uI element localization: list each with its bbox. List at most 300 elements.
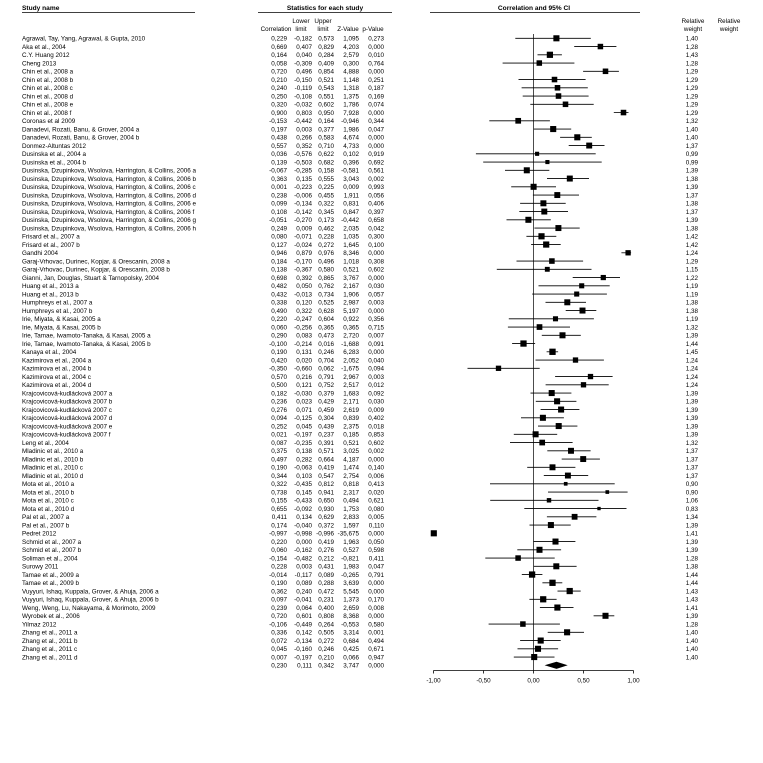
effect-size-marker — [531, 184, 537, 190]
p-value: 0,397 — [368, 208, 384, 216]
study-name: Gianni, Jan, Douglas, Stuart & Tarnopolsky, 2004 — [22, 274, 159, 282]
z-value: 2,833 — [343, 514, 359, 521]
relative-weight-value: 1,39 — [685, 398, 698, 406]
upper-limit-value: 0,762 — [318, 283, 334, 290]
effect-size-marker — [543, 241, 549, 247]
p-value: 0,764 — [368, 60, 384, 68]
study-name: Humphreys et al., 2007 a — [22, 299, 93, 307]
z-value: 0,185 — [343, 431, 359, 439]
z-value: 1,986 — [343, 126, 359, 134]
p-value: 0,300 — [368, 233, 384, 241]
correlation-value: 0,164 — [271, 52, 287, 59]
effect-size-marker — [554, 604, 560, 610]
relative-weight-value: 1,24 — [685, 250, 698, 257]
z-value: 0,847 — [343, 208, 359, 216]
upper-limit-value: 0,547 — [318, 472, 334, 480]
z-value: 1,786 — [343, 101, 359, 109]
z-value: 2,052 — [343, 357, 359, 365]
lower-limit-value: -0,214 — [294, 340, 312, 348]
upper-limit-value: 0,941 — [318, 489, 334, 497]
p-value: 0,000 — [368, 142, 384, 150]
upper-limit-value: 0,322 — [318, 200, 334, 208]
study-name: Pal et al., 2007 a — [22, 514, 70, 521]
effect-size-marker — [540, 415, 546, 421]
correlation-value: 0,500 — [271, 382, 287, 389]
z-value: 6,283 — [343, 349, 359, 356]
z-value: 3,025 — [343, 448, 359, 455]
relative-weight-value: 1,43 — [685, 596, 698, 604]
p-value: 0,561 — [368, 167, 384, 175]
study-name: Dusinska et al., 2004 a — [22, 151, 87, 158]
study-name: Tamae et al., 2009 b — [22, 580, 80, 587]
z-value: 0,425 — [343, 646, 359, 653]
lower-limit-value: -0,013 — [294, 291, 312, 299]
upper-limit-value: 0,409 — [318, 60, 334, 68]
correlation-value: 0,570 — [271, 373, 287, 381]
lower-limit-value: -0,197 — [294, 654, 312, 662]
p-value: 0,047 — [368, 126, 384, 134]
z-value: 5,197 — [343, 307, 359, 315]
p-value: 0,715 — [368, 324, 384, 332]
p-value: 0,598 — [368, 547, 384, 554]
p-value: 0,040 — [368, 357, 384, 365]
z-value: 0,066 — [343, 654, 359, 662]
correlation-value: 0,190 — [271, 349, 287, 356]
lower-limit-value: 0,135 — [296, 175, 312, 183]
upper-limit-value: 0,543 — [318, 85, 334, 92]
z-value: 4,733 — [343, 142, 359, 150]
relative-weight-value: 1,29 — [685, 76, 698, 84]
upper-limit-value: 0,629 — [318, 514, 334, 521]
upper-limit-value: -0,996 — [316, 530, 334, 538]
correlation-value: 0,363 — [271, 175, 287, 183]
z-value: 1,645 — [343, 241, 359, 249]
relative-weight-header-2: weight — [683, 26, 703, 33]
study-name: Dusinska, Dzupinkova, Wsolova, Harrington, & Collins, 2006 e — [22, 200, 196, 208]
correlation-value: 0,220 — [271, 538, 287, 546]
p-value: 0,020 — [368, 489, 384, 497]
correlation-value: 0,197 — [271, 126, 287, 134]
upper-limit-value: 0,734 — [318, 291, 334, 299]
study-name: Dusinska, Dzupinkova, Wsolova, Harrington, & Collins, 2006 d — [22, 192, 196, 200]
p-value: 0,000 — [368, 250, 384, 257]
p-value: 0,273 — [368, 35, 384, 43]
lower-limit-value: 0,003 — [296, 126, 312, 134]
p-value: 0,047 — [368, 563, 384, 571]
lower-limit-value: -0,160 — [294, 646, 312, 653]
effect-size-marker — [565, 473, 571, 479]
p-value-col-header: p-Value — [362, 26, 384, 33]
study-name: Gandhi 2004 — [22, 250, 59, 257]
correlation-value: -0,051 — [269, 217, 287, 224]
study-name: Kazimirova et al., 2004 a — [22, 357, 92, 365]
p-value: 0,030 — [368, 398, 384, 406]
effect-size-marker — [579, 283, 584, 288]
effect-size-marker — [568, 448, 574, 454]
relative-weight-value: 1,29 — [685, 93, 698, 101]
correlation-value: 0,720 — [271, 613, 287, 620]
relative-weight-value: 1,38 — [685, 175, 698, 183]
effect-size-marker — [535, 152, 539, 156]
z-value: 1,148 — [343, 76, 359, 84]
correlation-value: 0,155 — [271, 497, 287, 505]
correlation-value: 0,108 — [271, 208, 287, 216]
z-value: -0,553 — [341, 621, 359, 629]
study-name: Donmez-Altuntas 2012 — [22, 142, 87, 150]
effect-size-marker — [574, 292, 579, 297]
p-value: 0,602 — [368, 439, 384, 447]
lower-limit-value: -0,170 — [294, 258, 312, 266]
effect-size-marker — [533, 431, 539, 437]
relative-weight-value: 1,29 — [685, 101, 698, 109]
p-value: 0,251 — [368, 76, 384, 84]
study-name: Krajcovicová-kudlácková 2007 a — [22, 390, 113, 398]
study-name: Dusinska, Dzupinkova, Wsolova, Harrington, & Collins, 2006 b — [22, 175, 196, 183]
relative-weight-value: 1,37 — [685, 192, 698, 200]
study-name: Irie, Tamae, Iwamoto-Tanaka, & Kasai, 2005 b — [22, 340, 151, 348]
study-name: Vuyyuri, Ishaq, Kuppala, Grover, & Ahuja, 2006 a — [22, 588, 159, 596]
lower-limit-value: 0,601 — [296, 613, 312, 620]
lower-limit-value: -0,030 — [294, 390, 312, 398]
lower-limit-value: 0,045 — [296, 423, 312, 431]
lower-limit-value: 0,064 — [296, 604, 312, 612]
study-name: Mladinic et al., 2010 b — [22, 456, 84, 464]
z-value: 2,375 — [343, 423, 359, 431]
effect-size-marker — [625, 250, 630, 255]
study-name: Zhang et al., 2011 b — [22, 637, 78, 645]
upper-limit-value: 0,812 — [318, 481, 334, 488]
correlation-value: 0,411 — [271, 514, 287, 521]
relative-weight-value: 1,28 — [685, 60, 698, 68]
lower-limit-value: 0,134 — [296, 514, 312, 521]
p-value: 0,000 — [368, 613, 384, 620]
z-value: 0,831 — [343, 200, 359, 208]
lower-limit-value: -0,482 — [294, 555, 312, 563]
upper-limit-value: 0,664 — [318, 456, 334, 464]
lower-limit-value: -0,032 — [294, 101, 312, 109]
upper-limit-value: 0,391 — [318, 439, 334, 447]
z-value: 2,754 — [343, 472, 359, 480]
study-name: Surowy 2011 — [22, 563, 59, 571]
upper-limit-value: 0,752 — [318, 382, 334, 389]
lower-limit-value: 0,352 — [296, 142, 312, 150]
lower-limit-value: -0,150 — [294, 76, 312, 84]
study-name: Irie, Miyata, & Kasai, 2005 a — [22, 316, 101, 323]
correlation-value: 0,184 — [271, 258, 287, 266]
study-name: Soliman et al., 2004 — [22, 555, 78, 563]
study-name: Aka et al., 2004 — [22, 43, 66, 51]
effect-size-marker — [549, 349, 555, 355]
z-value: 2,659 — [343, 604, 359, 612]
correlation-value: 0,094 — [271, 415, 287, 422]
study-name: Krajcovicová-kudlácková 2007 f — [22, 431, 111, 439]
relative-weight-value: 1,39 — [685, 406, 698, 414]
p-value: 0,000 — [368, 456, 384, 464]
z-value: 3,639 — [343, 580, 359, 587]
relative-weight-value: 1,29 — [685, 85, 698, 92]
study-name: Dusinska, Dzupinkova, Wsolova, Harrington, & Collins, 2006 f — [22, 208, 195, 216]
relative-weight-value: 1,24 — [685, 382, 698, 389]
z-value: -0,442 — [341, 217, 359, 224]
upper-limit-value: 0,455 — [318, 192, 334, 200]
lower-limit-value: -0,006 — [294, 192, 312, 200]
upper-limit-value: 0,173 — [318, 217, 334, 224]
lower-limit-value: 0,009 — [296, 225, 312, 233]
upper-limit-value: 0,473 — [318, 332, 334, 340]
upper-limit-value: 0,808 — [318, 613, 334, 620]
upper-limit-value: 0,829 — [318, 43, 334, 51]
upper-limit-value: 0,704 — [318, 357, 334, 365]
upper-limit-value: 0,930 — [318, 505, 334, 513]
lower-limit-value: 0,496 — [296, 68, 312, 76]
x-axis-tick-label: 0,50 — [577, 677, 590, 685]
lower-limit-value: 0,089 — [296, 580, 312, 587]
correlation-value: 0,322 — [271, 481, 287, 488]
lower-limit-value: -0,142 — [294, 208, 312, 216]
effect-size-marker — [553, 35, 559, 41]
relative-weight-value: 1,37 — [685, 472, 698, 480]
z-value: 2,579 — [343, 52, 359, 59]
effect-size-marker — [537, 324, 543, 330]
relative-weight-value: 1,37 — [685, 208, 698, 216]
p-value: 0,091 — [368, 340, 384, 348]
upper-limit-value: 0,580 — [318, 266, 334, 274]
lower-limit-value: -0,134 — [294, 200, 312, 208]
effect-size-marker — [536, 547, 542, 553]
p-value: 0,074 — [368, 101, 384, 109]
p-value: 0,009 — [368, 406, 384, 414]
correlation-value: 0,021 — [271, 431, 287, 439]
z-value: 2,167 — [343, 283, 359, 290]
correlation-value: 0,007 — [271, 654, 287, 662]
z-value: 1,095 — [343, 35, 359, 43]
correlation-value: 0,276 — [271, 406, 287, 414]
upper-limit-value: 0,164 — [318, 118, 334, 125]
relative-weight-value: 0,90 — [685, 489, 698, 497]
lower-limit-value: -0,119 — [294, 85, 312, 92]
z-value: 2,035 — [343, 225, 359, 233]
study-name: Chin et al., 2008 e — [22, 101, 74, 109]
lower-limit-value: -0,309 — [294, 60, 312, 68]
study-name: Chin et al., 2008 b — [22, 76, 74, 84]
relative-weight-value: 1,39 — [685, 332, 698, 340]
correlation-value: 0,001 — [271, 184, 287, 191]
effect-size-marker — [520, 621, 526, 627]
correlation-col-header: Correlation — [260, 26, 292, 33]
z-value: -0,821 — [341, 555, 359, 563]
p-value: 0,791 — [368, 571, 384, 579]
study-name: Krajcovicová-kudlácková 2007 b — [22, 398, 113, 406]
effect-size-marker — [549, 390, 555, 396]
correlation-value: -0,997 — [269, 530, 287, 538]
correlation-value: 0,557 — [271, 142, 287, 150]
correlation-value: 0,139 — [271, 159, 287, 167]
p-value: 0,001 — [368, 629, 384, 637]
z-value: -0,265 — [341, 571, 359, 579]
lower-limit-value: 0,216 — [296, 373, 312, 381]
correlation-value: 0,249 — [271, 225, 287, 233]
lower-limit-value: -0,247 — [294, 316, 312, 323]
effect-size-marker — [515, 555, 521, 561]
effect-size-marker — [431, 530, 437, 536]
p-value: 0,000 — [368, 349, 384, 356]
z-value: 3,767 — [343, 274, 359, 282]
correlation-value: 0,060 — [271, 324, 287, 332]
lower-limit-value: 0,407 — [296, 43, 312, 51]
study-name: Wyrobek et al., 2006 — [22, 613, 80, 620]
lower-limit-value: 0,322 — [296, 307, 312, 315]
lower-limit-value: -0,134 — [294, 637, 312, 645]
correlation-value: 0,072 — [271, 637, 287, 645]
lower-limit-value: -0,041 — [294, 596, 312, 604]
p-value: 0,005 — [368, 514, 384, 521]
upper-limit-value: 0,272 — [318, 241, 334, 249]
p-value: 0,003 — [368, 299, 384, 307]
effect-size-marker — [601, 275, 606, 280]
study-name: Dusinska, Dzupinkova, Wsolova, Harrington, & Collins, 2006 c — [22, 184, 196, 191]
upper-limit-value: 0,583 — [318, 134, 334, 142]
correlation-value: 0,238 — [271, 192, 287, 200]
effect-size-marker — [545, 160, 549, 164]
lower-limit-value: -0,285 — [294, 167, 312, 175]
relative-weight-value: 1,39 — [685, 522, 698, 530]
relative-weight-value: 1,19 — [685, 316, 698, 323]
relative-weight-value: 1,39 — [685, 431, 698, 439]
effect-size-marker — [598, 44, 604, 50]
p-value: 0,008 — [368, 604, 384, 612]
effect-size-marker — [563, 102, 569, 108]
upper-limit-value: 0,016 — [318, 340, 334, 348]
effect-size-marker — [539, 440, 545, 446]
upper-limit-value: 0,521 — [318, 76, 334, 84]
upper-limit-value: 0,496 — [318, 258, 334, 266]
z-value: 1,318 — [343, 85, 359, 92]
correlation-value: -0,014 — [269, 571, 287, 579]
p-value: 0,000 — [368, 530, 384, 538]
p-value: 0,140 — [368, 464, 384, 472]
effect-size-marker — [553, 316, 558, 321]
z-value-col-header: Z-Value — [337, 26, 359, 33]
effect-size-marker — [574, 134, 580, 140]
relative-weight-value: 1,44 — [685, 580, 698, 587]
p-value: 0,094 — [368, 365, 384, 373]
upper-limit-value: 0,062 — [318, 365, 334, 373]
relative-weight-value: 1,39 — [685, 390, 698, 398]
effect-size-marker — [605, 490, 609, 494]
study-name: Dusinska, Dzupinkova, Wsolova, Harrington, & Collins, 2006 h — [22, 225, 196, 233]
relative-weight-value: 1,24 — [685, 357, 698, 365]
statistics-group-header: Statistics for each study — [286, 5, 364, 12]
effect-size-marker — [597, 507, 600, 510]
lower-limit-value: -0,162 — [294, 547, 312, 554]
study-name: Pedret 2012 — [22, 530, 57, 538]
correlation-value: 0,946 — [271, 250, 287, 257]
study-name: Chin et al., 2008 c — [22, 85, 73, 92]
upper-limit-value: 0,158 — [318, 167, 334, 175]
study-name: Mota et al., 2010 b — [22, 489, 75, 497]
effect-size-marker — [535, 646, 541, 652]
effect-size-marker — [564, 629, 570, 635]
correlation-value: 0,060 — [271, 547, 287, 554]
p-value: 0,003 — [368, 373, 384, 381]
upper-limit-value: 0,429 — [318, 398, 334, 406]
z-value: 7,928 — [343, 109, 359, 117]
effect-size-marker — [541, 209, 547, 215]
study-name: Frisard et al., 2007 b — [22, 241, 80, 249]
lower-limit-value: 0,120 — [296, 299, 312, 307]
correlation-value: 0,087 — [271, 439, 287, 447]
study-name: Huang et al., 2013 a — [22, 283, 79, 290]
upper-limit-value: 0,791 — [318, 373, 334, 381]
lower-limit-value: 0,131 — [296, 349, 312, 356]
study-name: Zhang et al., 2011 a — [22, 629, 78, 637]
z-value: 1,906 — [343, 291, 359, 299]
lower-limit-value: 0,145 — [296, 489, 312, 497]
correlation-value: 0,420 — [271, 357, 287, 365]
study-name: Kanaya et al., 2004 — [22, 349, 77, 356]
correlation-value: -0,153 — [269, 118, 287, 125]
z-value: 2,987 — [343, 299, 359, 307]
relative-weight-value: 1,37 — [685, 142, 698, 150]
effect-size-marker — [547, 498, 551, 502]
p-value: 0,000 — [368, 580, 384, 587]
lower-limit-value: 0,392 — [296, 274, 312, 282]
z-value: 4,187 — [343, 456, 359, 464]
relative-weight-value: 1,42 — [685, 241, 698, 249]
correlation-value: 0,490 — [271, 307, 287, 315]
relative-weight-value: 1,32 — [685, 118, 698, 125]
relative-weight-value: 1,40 — [685, 654, 698, 662]
upper-limit-value: 0,237 — [318, 431, 334, 439]
study-name: Krajcovicová-kudlácková 2007 d — [22, 415, 113, 422]
correlation-value: 0,482 — [271, 283, 287, 290]
p-value: 0,000 — [368, 307, 384, 315]
upper-limit-value: 0,602 — [318, 101, 334, 109]
relative-weight-value: 1,37 — [685, 456, 698, 464]
z-value: 0,818 — [343, 481, 359, 488]
lower-limit-col-header-2: limit — [295, 26, 307, 33]
study-name: Kazimirova et al., 2004 c — [22, 373, 91, 381]
effect-size-marker — [550, 126, 556, 132]
relative-weight-value: 1,39 — [685, 423, 698, 431]
effect-size-marker — [547, 52, 553, 58]
relative-weight-value: 1,41 — [685, 604, 698, 612]
upper-limit-value: 0,555 — [318, 175, 334, 183]
correlation-value: -0,100 — [269, 340, 287, 348]
correlation-value: -0,106 — [269, 621, 287, 629]
lower-limit-value: 0,121 — [296, 382, 312, 389]
effect-size-marker — [537, 60, 543, 66]
relative-weight-value: 1,43 — [685, 52, 698, 59]
relative-weight-value: 1,28 — [685, 43, 698, 51]
summary-diamond — [545, 662, 568, 669]
p-value: 0,000 — [368, 134, 384, 142]
lower-limit-value: 0,003 — [296, 563, 312, 571]
upper-limit-value: 0,505 — [318, 629, 334, 637]
correlation-value: 0,058 — [271, 60, 287, 68]
study-name: Krajcovicová-kudlácková 2007 e — [22, 423, 113, 431]
z-value: 2,720 — [343, 332, 359, 340]
p-value: 0,993 — [368, 184, 384, 191]
lower-limit-value: 0,803 — [296, 109, 312, 117]
z-value: 0,839 — [343, 415, 359, 422]
relative-weight-value: 0,90 — [685, 481, 698, 488]
p-value: 0,000 — [368, 109, 384, 117]
summary-correlation: 0,230 — [271, 662, 287, 670]
relative-weight-value: 1,39 — [685, 547, 698, 554]
relative-weight-value: 1,39 — [685, 184, 698, 191]
p-value: 0,092 — [368, 390, 384, 398]
